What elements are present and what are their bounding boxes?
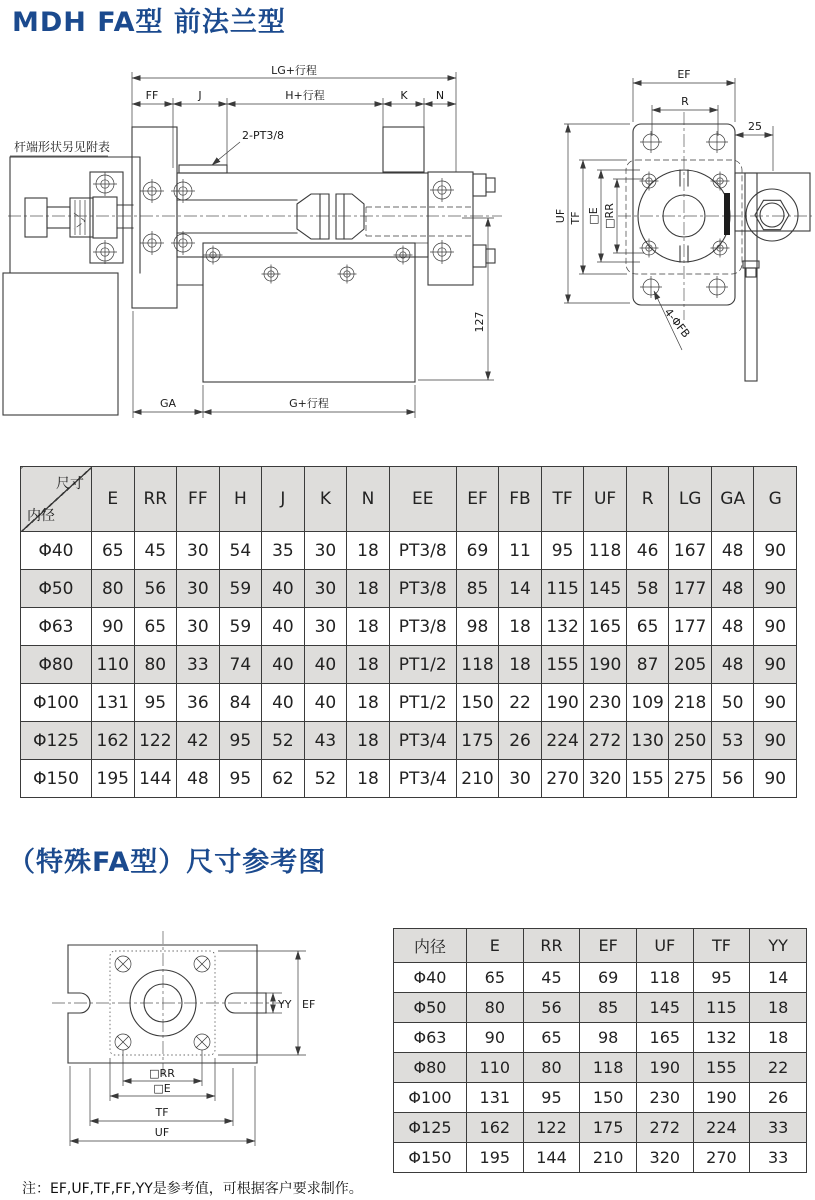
- column-header-ee: EE: [389, 467, 456, 532]
- dim-value: 18: [347, 722, 390, 760]
- dim-value: 14: [750, 963, 807, 993]
- column-header-n: N: [347, 467, 390, 532]
- table-row: [21, 608, 797, 646]
- dim-value: PT1/2: [389, 646, 456, 684]
- dim-label-square-e: □E: [587, 207, 600, 225]
- dim-value: 22: [750, 1053, 807, 1083]
- dim-value: 115: [693, 993, 750, 1023]
- dim-value: 48: [711, 646, 754, 684]
- dim-value: 56: [134, 570, 177, 608]
- dim-value: 122: [523, 1113, 580, 1143]
- dim-label-ef2: EF: [302, 998, 316, 1011]
- dim-value: 33: [177, 646, 220, 684]
- dim-value: 175: [456, 722, 499, 760]
- column-header-tf: TF: [541, 467, 584, 532]
- dim-value: 150: [456, 684, 499, 722]
- dim-label-square-rr: □RR: [603, 203, 616, 229]
- dim-value: 53: [711, 722, 754, 760]
- table-row: [21, 760, 797, 798]
- dim-value: 18: [347, 608, 390, 646]
- special-column-header: TF: [693, 929, 750, 963]
- dim-value: 26: [499, 722, 542, 760]
- dim-value: 65: [626, 608, 669, 646]
- dim-value: 90: [92, 608, 135, 646]
- table-row: [21, 684, 797, 722]
- column-header-rr: RR: [134, 467, 177, 532]
- dimension-table: [20, 466, 797, 798]
- dim-value: 18: [347, 760, 390, 798]
- dim-label-25: 25: [748, 120, 762, 133]
- dim-value: 195: [92, 760, 135, 798]
- column-header-k: K: [304, 467, 347, 532]
- dim-value: 155: [693, 1053, 750, 1083]
- hole-callout-label: 4-ΦFB: [661, 305, 693, 341]
- dim-value: 43: [304, 722, 347, 760]
- special-geometry: [52, 931, 284, 1076]
- dim-value: 80: [134, 646, 177, 684]
- table-row: [394, 1113, 807, 1143]
- dim-value: 36: [177, 684, 220, 722]
- column-header-uf: UF: [584, 467, 627, 532]
- bore-label: Φ63: [21, 608, 92, 646]
- dim-value: 33: [750, 1143, 807, 1173]
- dim-label-tf2: TF: [155, 1106, 169, 1119]
- bore-label: Φ40: [394, 963, 467, 993]
- dim-value: 30: [177, 570, 220, 608]
- dim-value: 65: [92, 532, 135, 570]
- dim-value: 90: [754, 646, 797, 684]
- dim-value: 30: [304, 570, 347, 608]
- page-title: MDH FA型 前法兰型: [12, 7, 286, 38]
- special-dimension-lines: [70, 951, 315, 1146]
- dim-value: 270: [693, 1143, 750, 1173]
- dim-value: 18: [750, 993, 807, 1023]
- front-flange-view-drawing: [540, 58, 815, 426]
- table-row: [394, 993, 807, 1023]
- column-header-r: R: [626, 467, 669, 532]
- dim-value: 150: [580, 1083, 637, 1113]
- dim-value: 45: [134, 532, 177, 570]
- special-column-header: 内径: [394, 929, 467, 963]
- special-column-header: EF: [580, 929, 637, 963]
- dim-value: 45: [523, 963, 580, 993]
- dim-value: 80: [467, 993, 524, 1023]
- dim-value: 59: [219, 570, 262, 608]
- corner-header-cell: [21, 467, 92, 532]
- dim-value: 56: [523, 993, 580, 1023]
- dim-value: 80: [92, 570, 135, 608]
- table-row: [21, 722, 797, 760]
- bore-label: Φ125: [394, 1113, 467, 1143]
- column-header-ff: FF: [177, 467, 220, 532]
- dim-value: 18: [499, 646, 542, 684]
- dim-value: 162: [92, 722, 135, 760]
- dim-value: 272: [584, 722, 627, 760]
- dim-value: 132: [693, 1023, 750, 1053]
- column-header-ga: GA: [711, 467, 754, 532]
- dim-value: 18: [499, 608, 542, 646]
- dim-value: 30: [177, 532, 220, 570]
- dim-value: 85: [456, 570, 499, 608]
- dim-value: 65: [134, 608, 177, 646]
- dim-value: 118: [584, 532, 627, 570]
- front-flange-geometry: [618, 112, 812, 381]
- port-label: 2-PT3/8: [242, 129, 285, 142]
- dim-value: 144: [523, 1143, 580, 1173]
- dim-value: 65: [467, 963, 524, 993]
- dim-value: 80: [523, 1053, 580, 1083]
- dim-value: 131: [92, 684, 135, 722]
- dim-value: 69: [456, 532, 499, 570]
- dim-value: 40: [262, 570, 305, 608]
- front-dimension-lines: [554, 68, 773, 350]
- dim-value: 98: [580, 1023, 637, 1053]
- special-column-header: RR: [523, 929, 580, 963]
- dim-value: 40: [262, 608, 305, 646]
- dim-label-e2: □E: [153, 1082, 171, 1095]
- dim-value: 190: [584, 646, 627, 684]
- dim-value: 18: [347, 684, 390, 722]
- dim-value: 90: [754, 684, 797, 722]
- column-header-j: J: [262, 467, 305, 532]
- dim-value: 30: [177, 608, 220, 646]
- dim-label-tf: TF: [569, 211, 582, 225]
- dim-value: 270: [541, 760, 584, 798]
- bore-label: Φ50: [21, 570, 92, 608]
- dim-label-ff: FF: [145, 89, 159, 102]
- dim-value: 54: [219, 532, 262, 570]
- dim-value: PT3/8: [389, 532, 456, 570]
- bore-label: Φ100: [21, 684, 92, 722]
- dim-value: 30: [304, 608, 347, 646]
- dim-label-yy: YY: [278, 998, 292, 1011]
- dim-value: 115: [541, 570, 584, 608]
- dim-value: 145: [584, 570, 627, 608]
- dim-value: 90: [754, 760, 797, 798]
- dim-label-lg: LG+行程: [271, 64, 317, 77]
- dim-value: 190: [541, 684, 584, 722]
- bore-label: Φ125: [21, 722, 92, 760]
- dim-value: 85: [580, 993, 637, 1023]
- dim-value: 74: [219, 646, 262, 684]
- table-row: [394, 1143, 807, 1173]
- dim-label-uf: UF: [554, 208, 567, 224]
- dim-value: 110: [467, 1053, 524, 1083]
- dimension-lines: [10, 63, 494, 418]
- dim-value: 177: [669, 570, 712, 608]
- dim-value: 40: [304, 684, 347, 722]
- dim-value: 48: [711, 532, 754, 570]
- dim-label-uf2: UF: [154, 1126, 170, 1139]
- column-header-e: E: [92, 467, 135, 532]
- dim-value: 162: [467, 1113, 524, 1143]
- dim-value: 218: [669, 684, 712, 722]
- special-dimension-table: [393, 928, 807, 1173]
- dim-value: 18: [347, 646, 390, 684]
- dim-value: 40: [262, 684, 305, 722]
- dim-value: 58: [626, 570, 669, 608]
- column-header-g: G: [754, 467, 797, 532]
- special-header-row: [394, 929, 807, 963]
- bore-label: Φ150: [21, 760, 92, 798]
- dim-value: 65: [523, 1023, 580, 1053]
- rod-end-note: 杆端形状另见附表: [14, 140, 111, 154]
- dim-value: 122: [134, 722, 177, 760]
- footnote: 注：EF,UF,TF,FF,YY是参考值，可根据客户要求制作。: [22, 1181, 363, 1197]
- dim-label-127: 127: [473, 311, 486, 333]
- dim-value: 320: [584, 760, 627, 798]
- bore-label: Φ63: [394, 1023, 467, 1053]
- dim-value: PT3/4: [389, 760, 456, 798]
- bore-label: Φ40: [21, 532, 92, 570]
- bore-label: Φ150: [394, 1143, 467, 1173]
- dim-label-ef: EF: [677, 68, 691, 81]
- dim-value: 30: [499, 760, 542, 798]
- dim-value: 224: [693, 1113, 750, 1143]
- dim-value: 52: [304, 760, 347, 798]
- column-header-fb: FB: [499, 467, 542, 532]
- header-row: [21, 467, 797, 532]
- table-row: [21, 532, 797, 570]
- special-column-header: YY: [750, 929, 807, 963]
- dim-value: 95: [523, 1083, 580, 1113]
- dim-value: 110: [92, 646, 135, 684]
- dim-value: 190: [693, 1083, 750, 1113]
- table-row: [394, 1023, 807, 1053]
- dim-value: 87: [626, 646, 669, 684]
- dim-value: 95: [541, 532, 584, 570]
- column-header-lg: LG: [669, 467, 712, 532]
- dim-value: 18: [347, 532, 390, 570]
- dim-value: 59: [219, 608, 262, 646]
- dim-value: 98: [456, 608, 499, 646]
- corner-label-size: 尺寸: [56, 476, 84, 492]
- dim-value: 230: [636, 1083, 693, 1113]
- table-row: [394, 1053, 807, 1083]
- dim-value: 210: [580, 1143, 637, 1173]
- dim-label-r: R: [681, 95, 689, 108]
- dim-value: 145: [636, 993, 693, 1023]
- dim-value: 165: [636, 1023, 693, 1053]
- dim-value: 90: [467, 1023, 524, 1053]
- cylinder-side-view-drawing: [0, 55, 530, 435]
- dim-value: 35: [262, 532, 305, 570]
- dim-label-k: K: [400, 89, 408, 102]
- dim-value: 132: [541, 608, 584, 646]
- dim-label-ga: GA: [159, 397, 177, 410]
- dim-value: 90: [754, 532, 797, 570]
- table-row: [394, 963, 807, 993]
- dim-value: 320: [636, 1143, 693, 1173]
- dim-value: 18: [347, 570, 390, 608]
- dim-label-j: J: [198, 89, 202, 102]
- dim-value: 95: [219, 760, 262, 798]
- dim-value: 48: [711, 608, 754, 646]
- dim-label-rr2: □RR: [149, 1067, 175, 1080]
- dim-value: 40: [304, 646, 347, 684]
- column-header-ef: EF: [456, 467, 499, 532]
- bore-label: Φ80: [394, 1053, 467, 1083]
- dim-value: 50: [711, 684, 754, 722]
- table-row: [21, 646, 797, 684]
- dim-value: 90: [754, 570, 797, 608]
- dim-value: 272: [636, 1113, 693, 1143]
- dim-value: 224: [541, 722, 584, 760]
- dim-value: PT3/4: [389, 722, 456, 760]
- column-header-h: H: [219, 467, 262, 532]
- dim-value: 42: [177, 722, 220, 760]
- special-flange-drawing: [40, 918, 370, 1166]
- bore-label: Φ100: [394, 1083, 467, 1113]
- dim-value: 95: [219, 722, 262, 760]
- contact-face: [724, 193, 730, 235]
- dim-value: 130: [626, 722, 669, 760]
- dim-value: 40: [262, 646, 305, 684]
- dim-value: 230: [584, 684, 627, 722]
- dim-value: 210: [456, 760, 499, 798]
- table-row: [21, 570, 797, 608]
- special-column-header: E: [467, 929, 524, 963]
- dim-value: 250: [669, 722, 712, 760]
- dim-value: PT3/8: [389, 570, 456, 608]
- dim-value: 167: [669, 532, 712, 570]
- dim-value: 90: [754, 722, 797, 760]
- bore-label: Φ80: [21, 646, 92, 684]
- dim-value: 48: [711, 570, 754, 608]
- dim-value: 118: [580, 1053, 637, 1083]
- dim-value: 14: [499, 570, 542, 608]
- dim-value: 275: [669, 760, 712, 798]
- dim-value: 131: [467, 1083, 524, 1113]
- dim-value: 84: [219, 684, 262, 722]
- dim-value: 118: [456, 646, 499, 684]
- dim-value: 46: [626, 532, 669, 570]
- dim-label-g: G+行程: [289, 397, 329, 410]
- dim-value: 155: [541, 646, 584, 684]
- dim-value: 165: [584, 608, 627, 646]
- dim-value: 95: [693, 963, 750, 993]
- dim-value: 90: [754, 608, 797, 646]
- dim-value: 11: [499, 532, 542, 570]
- dim-value: 62: [262, 760, 305, 798]
- dim-value: 52: [262, 722, 305, 760]
- dim-value: 195: [467, 1143, 524, 1173]
- corner-label-bore: 内径: [27, 508, 55, 524]
- dim-value: 155: [626, 760, 669, 798]
- dim-value: 18: [750, 1023, 807, 1053]
- dim-value: 48: [177, 760, 220, 798]
- special-column-header: UF: [636, 929, 693, 963]
- dim-value: 33: [750, 1113, 807, 1143]
- dim-value: 95: [134, 684, 177, 722]
- dim-value: 26: [750, 1083, 807, 1113]
- dim-label-n: N: [435, 89, 445, 102]
- dim-value: 118: [636, 963, 693, 993]
- dim-value: 22: [499, 684, 542, 722]
- dim-label-h: H+行程: [285, 89, 325, 102]
- dim-value: 30: [304, 532, 347, 570]
- dim-value: 205: [669, 646, 712, 684]
- dim-value: 175: [580, 1113, 637, 1143]
- dim-value: 144: [134, 760, 177, 798]
- dim-value: 109: [626, 684, 669, 722]
- dim-value: PT1/2: [389, 684, 456, 722]
- dim-value: PT3/8: [389, 608, 456, 646]
- dim-value: 69: [580, 963, 637, 993]
- section-title: （特殊FA型）尺寸参考图: [8, 847, 327, 878]
- dim-value: 56: [711, 760, 754, 798]
- bore-label: Φ50: [394, 993, 467, 1023]
- cylinder-geometry: [3, 127, 502, 415]
- table-row: [394, 1083, 807, 1113]
- dim-value: 190: [636, 1053, 693, 1083]
- dim-value: 177: [669, 608, 712, 646]
